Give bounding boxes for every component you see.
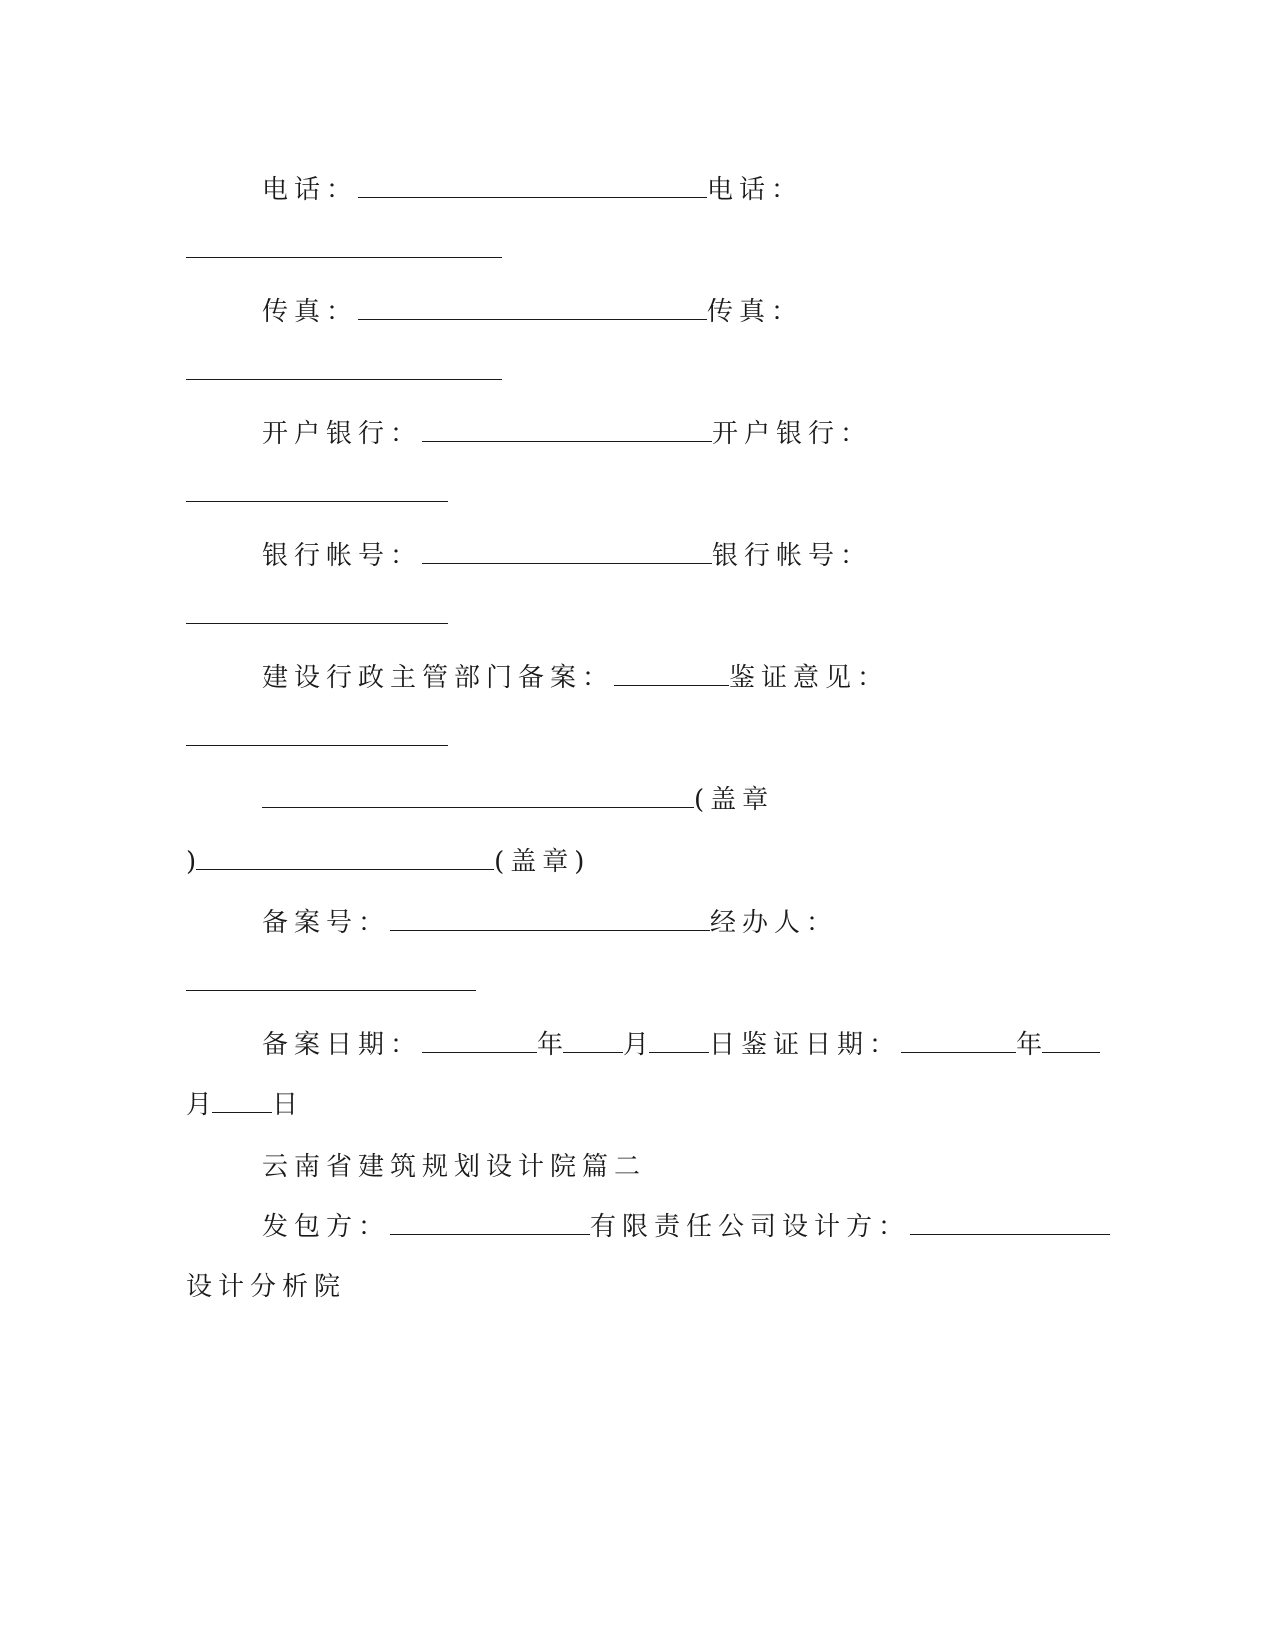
verification-opinion-label: 鉴证意见：	[729, 663, 890, 693]
seal-close-paren: )	[186, 847, 197, 877]
account-blank-left[interactable]	[422, 539, 712, 564]
record-number-label: 备案号：	[262, 908, 391, 938]
fax-blank-left[interactable]	[358, 295, 707, 320]
client-label: 发包方：	[262, 1212, 391, 1242]
record-month-blank[interactable]	[563, 1028, 623, 1053]
record-department-label: 建设行政主管部门备案：	[262, 663, 615, 693]
record-month-label: 月	[623, 1030, 650, 1060]
seal-blank-right[interactable]	[196, 845, 494, 870]
client-continuation	[186, 1270, 346, 1304]
telephone-blank-left[interactable]	[358, 173, 707, 198]
telephone-blank-right[interactable]	[186, 233, 502, 258]
seal-label-second: (盖章)	[494, 847, 591, 877]
seal-line-second	[186, 845, 590, 879]
seal-blank-left[interactable]	[262, 783, 694, 808]
telephone-continuation	[186, 233, 502, 267]
record-day-blank[interactable]	[649, 1028, 709, 1053]
handler-label: 经办人：	[710, 908, 839, 938]
verification-month-blank-start[interactable]	[1042, 1028, 1100, 1053]
telephone-line	[262, 173, 803, 207]
fax-label-right: 传真：	[707, 297, 804, 327]
verification-opinion-blank[interactable]	[186, 721, 448, 746]
bank-blank-left[interactable]	[422, 417, 712, 442]
handler-blank[interactable]	[186, 966, 476, 991]
fax-line	[262, 295, 803, 329]
account-blank-right[interactable]	[186, 599, 448, 624]
bank-blank-right[interactable]	[186, 477, 448, 502]
account-label-left: 银行帐号：	[262, 541, 423, 571]
verification-day-blank[interactable]	[212, 1088, 272, 1113]
verification-day-label: 日	[272, 1090, 299, 1120]
verification-year-label: 年	[1016, 1030, 1043, 1060]
client-blank[interactable]	[390, 1210, 590, 1235]
account-line	[262, 539, 872, 573]
fax-blank-right[interactable]	[186, 355, 502, 380]
bank-label-left: 开户银行：	[262, 419, 423, 449]
verification-opinion-continuation	[186, 721, 448, 755]
seal-line-first	[262, 783, 774, 817]
record-year-label: 年	[537, 1030, 564, 1060]
record-year-blank[interactable]	[422, 1028, 537, 1053]
record-number-line	[262, 906, 838, 940]
designer-blank[interactable]	[910, 1210, 1110, 1235]
verification-month-label: 月	[186, 1090, 213, 1120]
record-date-line	[262, 1028, 1100, 1062]
fax-label-left: 传真：	[262, 297, 359, 327]
account-continuation	[186, 599, 448, 633]
bank-label-right: 开户银行：	[712, 419, 873, 449]
telephone-label-left: 电话：	[262, 175, 359, 205]
record-department-line	[262, 661, 889, 695]
handler-continuation	[186, 966, 476, 1000]
record-date-label: 备案日期：	[262, 1030, 423, 1060]
seal-label-first: (盖章	[694, 785, 775, 815]
fax-continuation	[186, 355, 502, 389]
account-label-right: 银行帐号：	[712, 541, 873, 571]
section-title	[262, 1150, 646, 1184]
record-number-blank[interactable]	[390, 906, 710, 931]
verification-date-label: 日鉴证日期：	[709, 1030, 902, 1060]
bank-line	[262, 417, 872, 451]
verification-year-blank[interactable]	[901, 1028, 1016, 1053]
designer-label: 有限责任公司设计方：	[590, 1212, 911, 1242]
record-department-blank[interactable]	[614, 661, 729, 686]
bank-continuation	[186, 477, 448, 511]
design-institute-label: 设计分析院	[186, 1272, 347, 1302]
verification-date-continuation	[186, 1088, 298, 1122]
client-line	[262, 1210, 1110, 1244]
section-title-text: 云南省建筑规划设计院篇二	[262, 1152, 647, 1182]
telephone-label-right: 电话：	[707, 175, 804, 205]
